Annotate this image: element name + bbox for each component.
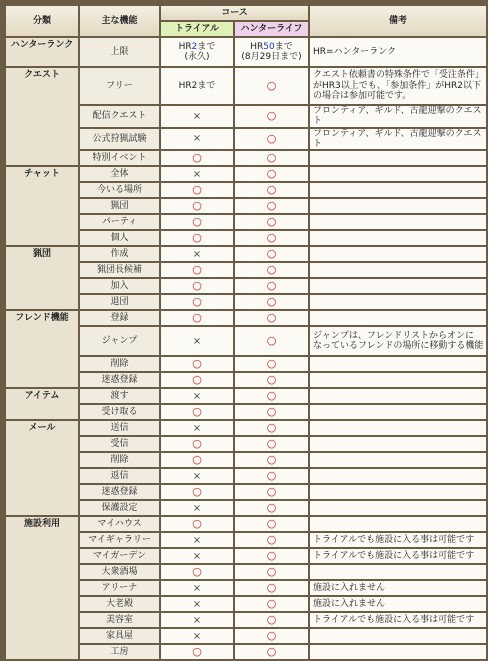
feature-label: 受信 bbox=[80, 437, 159, 451]
hr-number: 2 bbox=[191, 41, 198, 52]
trial-value bbox=[161, 485, 233, 499]
hunter-value bbox=[235, 437, 308, 451]
trial-value bbox=[161, 231, 233, 245]
header-notes: 備考 bbox=[310, 6, 486, 36]
hunter-value bbox=[235, 311, 308, 325]
feature-label: 全体 bbox=[80, 167, 159, 181]
trial-value bbox=[161, 405, 233, 419]
available-mark: ○ bbox=[192, 565, 202, 579]
available-mark: ○ bbox=[192, 151, 202, 165]
trial-value bbox=[161, 279, 233, 293]
table-row bbox=[6, 215, 486, 229]
available-mark: ○ bbox=[266, 279, 277, 293]
available-mark: ○ bbox=[266, 517, 277, 531]
hr-suffix: まで bbox=[197, 41, 216, 52]
available-mark: ○ bbox=[266, 167, 277, 181]
note-cell bbox=[310, 279, 486, 293]
trial-value bbox=[161, 215, 233, 229]
trial-value bbox=[161, 421, 233, 435]
available-mark: ○ bbox=[266, 109, 277, 123]
feature-label: 削除 bbox=[80, 453, 159, 467]
category-label: 猟団 bbox=[6, 247, 78, 309]
feature-label: 返信 bbox=[80, 469, 159, 483]
feature-label: 送信 bbox=[80, 421, 159, 435]
note-cell bbox=[310, 215, 486, 229]
unavailable-mark: × bbox=[192, 582, 202, 594]
unavailable-mark: × bbox=[192, 502, 202, 514]
note-cell bbox=[310, 565, 486, 579]
note-cell bbox=[310, 421, 486, 435]
table-row bbox=[6, 38, 486, 66]
table-row bbox=[6, 597, 486, 611]
hunter-value bbox=[235, 231, 308, 245]
hunter-value bbox=[235, 485, 308, 499]
trial-value bbox=[161, 437, 233, 451]
table-frame bbox=[2, 2, 484, 659]
hunter-value bbox=[235, 183, 308, 197]
table-row bbox=[6, 581, 486, 595]
header-trial: トライアル bbox=[161, 22, 233, 36]
available-mark: ○ bbox=[266, 183, 277, 197]
feature-label: 配信クエスト bbox=[80, 106, 159, 127]
category-label: チャット bbox=[6, 167, 78, 245]
available-mark: ○ bbox=[266, 334, 277, 348]
category-label: 施設利用 bbox=[6, 517, 78, 659]
available-mark: ○ bbox=[266, 131, 277, 145]
feature-label: 特別イベント bbox=[80, 151, 159, 165]
note-cell bbox=[310, 231, 486, 245]
trial-value bbox=[161, 389, 233, 403]
hunter-value bbox=[235, 38, 308, 66]
trial-value bbox=[161, 311, 233, 325]
trial-value bbox=[161, 68, 233, 104]
note-cell bbox=[310, 389, 486, 403]
available-mark: ○ bbox=[266, 581, 277, 595]
note-cell bbox=[310, 68, 486, 104]
available-mark: ○ bbox=[266, 405, 277, 419]
table-row bbox=[6, 68, 486, 104]
note-line: クエスト依頼書の特殊条件で「受注条件」 bbox=[313, 70, 484, 81]
feature-label: 迷惑登録 bbox=[80, 485, 159, 499]
note-cell: トライアルでも施設に入る事は可能です bbox=[310, 613, 486, 627]
available-mark: ○ bbox=[192, 263, 202, 277]
available-mark: ○ bbox=[192, 357, 202, 371]
note-line: ジャンプは、フレンドリストからオンに bbox=[313, 331, 475, 342]
trial-value bbox=[161, 629, 233, 643]
table-row bbox=[6, 183, 486, 197]
available-mark: ○ bbox=[266, 565, 277, 579]
trial-value bbox=[161, 613, 233, 627]
note-cell bbox=[310, 199, 486, 213]
note-cell bbox=[310, 167, 486, 181]
available-mark: ○ bbox=[192, 231, 202, 245]
table-row bbox=[6, 373, 486, 387]
feature-label: 猟団 bbox=[80, 199, 159, 213]
trial-value bbox=[161, 151, 233, 165]
available-mark: ○ bbox=[192, 645, 202, 659]
hunter-value bbox=[235, 129, 308, 150]
note-cell: フロンティア、ギルド、古龍迎撃のクエスト bbox=[310, 129, 486, 150]
category-label: メール bbox=[6, 421, 78, 515]
hunter-value bbox=[235, 565, 308, 579]
trial-value bbox=[161, 327, 233, 355]
available-mark: ○ bbox=[266, 501, 277, 515]
table-row bbox=[6, 533, 486, 547]
feature-label: 受け取る bbox=[80, 405, 159, 419]
table-row bbox=[6, 549, 486, 563]
trial-value bbox=[161, 549, 233, 563]
feature-label: 工房 bbox=[80, 645, 159, 659]
trial-value bbox=[161, 453, 233, 467]
category-label: クエスト bbox=[6, 68, 78, 165]
hunter-value bbox=[235, 597, 308, 611]
hunter-value bbox=[235, 581, 308, 595]
hunter-value bbox=[235, 151, 308, 165]
trial-value bbox=[161, 129, 233, 150]
note-cell bbox=[310, 453, 486, 467]
feature-label: 個人 bbox=[80, 231, 159, 245]
hunter-value bbox=[235, 263, 308, 277]
table-row bbox=[6, 389, 486, 403]
unavailable-mark: × bbox=[192, 248, 202, 260]
trial-value bbox=[161, 645, 233, 659]
hunter-value bbox=[235, 629, 308, 643]
note-cell: 施設に入れません bbox=[310, 597, 486, 611]
unavailable-mark: × bbox=[192, 422, 202, 434]
table-row bbox=[6, 231, 486, 245]
category-label: ハンターランク bbox=[6, 38, 78, 66]
hunter-value bbox=[235, 469, 308, 483]
course-comparison-table bbox=[4, 4, 488, 661]
trial-value bbox=[161, 533, 233, 547]
hunter-value bbox=[235, 501, 308, 515]
table-row bbox=[6, 151, 486, 165]
note-cell: トライアルでも施設に入る事は可能です bbox=[310, 549, 486, 563]
available-mark: ○ bbox=[266, 549, 277, 563]
hunter-value bbox=[235, 517, 308, 531]
feature-label: 退団 bbox=[80, 295, 159, 309]
note-cell bbox=[310, 469, 486, 483]
note-cell bbox=[310, 373, 486, 387]
note-cell bbox=[310, 501, 486, 515]
table-row bbox=[6, 247, 486, 261]
hunter-value bbox=[235, 645, 308, 659]
trial-value bbox=[161, 295, 233, 309]
available-mark: ○ bbox=[192, 215, 202, 229]
feature-label: 美容室 bbox=[80, 613, 159, 627]
unavailable-mark: × bbox=[192, 335, 202, 347]
table-row bbox=[6, 327, 486, 355]
note-cell: 施設に入れません bbox=[310, 581, 486, 595]
hunter-value bbox=[235, 68, 308, 104]
feature-label: 公式狩猟試験 bbox=[80, 129, 159, 150]
available-mark: ○ bbox=[266, 199, 277, 213]
available-mark: ○ bbox=[266, 373, 277, 387]
table-row bbox=[6, 613, 486, 627]
available-mark: ○ bbox=[266, 389, 277, 403]
note-cell: トライアルでも施設に入る事は可能です bbox=[310, 533, 486, 547]
table-row bbox=[6, 405, 486, 419]
unavailable-mark: × bbox=[192, 598, 202, 610]
hunter-value bbox=[235, 247, 308, 261]
feature-label: 作成 bbox=[80, 247, 159, 261]
feature-label: ジャンプ bbox=[80, 327, 159, 355]
note-cell bbox=[310, 645, 486, 659]
feature-label: 大老殿 bbox=[80, 597, 159, 611]
hunter-value bbox=[235, 279, 308, 293]
trial-value bbox=[161, 38, 233, 66]
available-mark: ○ bbox=[192, 373, 202, 387]
hr-number: 50 bbox=[263, 41, 275, 52]
table-row bbox=[6, 453, 486, 467]
available-mark: ○ bbox=[266, 231, 277, 245]
hunter-value bbox=[235, 405, 308, 419]
feature-label: 上限 bbox=[80, 38, 159, 66]
available-mark: ○ bbox=[266, 311, 277, 325]
hunter-value bbox=[235, 549, 308, 563]
available-mark: ○ bbox=[266, 357, 277, 371]
feature-label: 迷惑登録 bbox=[80, 373, 159, 387]
unavailable-mark: × bbox=[192, 110, 202, 122]
available-mark: ○ bbox=[192, 437, 202, 451]
feature-label: 渡す bbox=[80, 389, 159, 403]
note-cell bbox=[310, 485, 486, 499]
feature-label: 削除 bbox=[80, 357, 159, 371]
note-line: なっているフレンドの場所に移動する機能 bbox=[313, 341, 484, 352]
header-feature: 主な機能 bbox=[80, 6, 159, 36]
hunter-value bbox=[235, 215, 308, 229]
table-row bbox=[6, 645, 486, 659]
header-hunterlife: ハンターライフ bbox=[235, 22, 308, 36]
available-mark: ○ bbox=[266, 151, 277, 165]
trial-value bbox=[161, 167, 233, 181]
hunter-value bbox=[235, 327, 308, 355]
hunter-value bbox=[235, 373, 308, 387]
trial-value bbox=[161, 263, 233, 277]
available-mark: ○ bbox=[192, 295, 202, 309]
hr-prefix: HR bbox=[250, 41, 264, 52]
table-row bbox=[6, 565, 486, 579]
hunter-value bbox=[235, 357, 308, 371]
table-row bbox=[6, 485, 486, 499]
trial-value bbox=[161, 597, 233, 611]
feature-label: フリー bbox=[80, 68, 159, 104]
trial-value bbox=[161, 247, 233, 261]
note-cell bbox=[310, 295, 486, 309]
unavailable-mark: × bbox=[192, 614, 202, 626]
feature-label: マイハウス bbox=[80, 517, 159, 531]
feature-label: 加入 bbox=[80, 279, 159, 293]
note-cell bbox=[310, 629, 486, 643]
value-text: HR2まで bbox=[178, 80, 216, 91]
feature-label: マイガーデン bbox=[80, 549, 159, 563]
trial-value bbox=[161, 565, 233, 579]
category-label: アイテム bbox=[6, 389, 78, 419]
table-row bbox=[6, 421, 486, 435]
note-cell bbox=[310, 183, 486, 197]
available-mark: ○ bbox=[192, 517, 202, 531]
available-mark: ○ bbox=[266, 437, 277, 451]
available-mark: ○ bbox=[266, 263, 277, 277]
table-row bbox=[6, 129, 486, 150]
hr-suffix: まで bbox=[274, 41, 293, 52]
hr-period: (永久) bbox=[184, 52, 210, 62]
header-category: 分類 bbox=[6, 6, 78, 36]
trial-value bbox=[161, 501, 233, 515]
available-mark: ○ bbox=[266, 453, 277, 467]
trial-value bbox=[161, 183, 233, 197]
available-mark: ○ bbox=[266, 247, 277, 261]
available-mark: ○ bbox=[266, 613, 277, 627]
unavailable-mark: × bbox=[192, 470, 202, 482]
note-cell: HR=ハンターランク bbox=[310, 38, 486, 66]
unavailable-mark: × bbox=[192, 630, 202, 642]
category-label: フレンド機能 bbox=[6, 311, 78, 387]
available-mark: ○ bbox=[192, 405, 202, 419]
unavailable-mark: × bbox=[192, 390, 202, 402]
table-row bbox=[6, 629, 486, 643]
table-row bbox=[6, 279, 486, 293]
trial-value bbox=[161, 106, 233, 127]
note-cell bbox=[310, 263, 486, 277]
feature-label: 今いる場所 bbox=[80, 183, 159, 197]
note-cell bbox=[310, 151, 486, 165]
trial-value bbox=[161, 373, 233, 387]
note-line: がHR3以上でも、「参加条件」がHR2以下 bbox=[313, 80, 481, 91]
hr-period: (8月29日まで) bbox=[241, 52, 302, 62]
available-mark: ○ bbox=[266, 485, 277, 499]
note-cell bbox=[310, 327, 486, 355]
available-mark: ○ bbox=[192, 279, 202, 293]
hunter-value bbox=[235, 453, 308, 467]
note-line: の場合は参加可能です。 bbox=[313, 91, 412, 102]
feature-label: 保護設定 bbox=[80, 501, 159, 515]
available-mark: ○ bbox=[266, 215, 277, 229]
hunter-value bbox=[235, 199, 308, 213]
table-row bbox=[6, 199, 486, 213]
hunter-value bbox=[235, 106, 308, 127]
note-cell bbox=[310, 311, 486, 325]
available-mark: ○ bbox=[266, 629, 277, 643]
note-cell bbox=[310, 437, 486, 451]
feature-label: パーティ bbox=[80, 215, 159, 229]
hr-prefix: HR bbox=[178, 41, 192, 52]
table-row bbox=[6, 517, 486, 531]
trial-value bbox=[161, 357, 233, 371]
hunter-value bbox=[235, 167, 308, 181]
table-row bbox=[6, 311, 486, 325]
feature-label: 登録 bbox=[80, 311, 159, 325]
table-row bbox=[6, 167, 486, 181]
trial-value bbox=[161, 517, 233, 531]
feature-label: 猟団長候補 bbox=[80, 263, 159, 277]
table-row bbox=[6, 437, 486, 451]
unavailable-mark: × bbox=[192, 534, 202, 546]
available-mark: ○ bbox=[266, 469, 277, 483]
hunter-value bbox=[235, 295, 308, 309]
table-row bbox=[6, 357, 486, 371]
table-row bbox=[6, 295, 486, 309]
feature-label: アリーナ bbox=[80, 581, 159, 595]
available-mark: ○ bbox=[266, 421, 277, 435]
available-mark: ○ bbox=[266, 645, 277, 659]
unavailable-mark: × bbox=[192, 133, 202, 145]
available-mark: ○ bbox=[192, 311, 202, 325]
feature-label: 家具屋 bbox=[80, 629, 159, 643]
table-row bbox=[6, 469, 486, 483]
hunter-value bbox=[235, 533, 308, 547]
hunter-value bbox=[235, 613, 308, 627]
note-cell bbox=[310, 357, 486, 371]
unavailable-mark: × bbox=[192, 550, 202, 562]
trial-value bbox=[161, 199, 233, 213]
feature-label: 大衆酒場 bbox=[80, 565, 159, 579]
note-cell: フロンティア、ギルド、古龍迎撃のクエスト bbox=[310, 106, 486, 127]
available-mark: ○ bbox=[266, 78, 277, 92]
trial-value bbox=[161, 581, 233, 595]
note-cell bbox=[310, 405, 486, 419]
hunter-value bbox=[235, 421, 308, 435]
available-mark: ○ bbox=[192, 199, 202, 213]
available-mark: ○ bbox=[266, 295, 277, 309]
unavailable-mark: × bbox=[192, 168, 202, 180]
feature-label: マイギャラリー bbox=[80, 533, 159, 547]
available-mark: ○ bbox=[192, 453, 202, 467]
available-mark: ○ bbox=[192, 485, 202, 499]
header-course: コース bbox=[161, 6, 308, 20]
hunter-value bbox=[235, 389, 308, 403]
available-mark: ○ bbox=[266, 597, 277, 611]
note-cell bbox=[310, 517, 486, 531]
note-cell bbox=[310, 247, 486, 261]
available-mark: ○ bbox=[266, 533, 277, 547]
trial-value bbox=[161, 469, 233, 483]
table-row bbox=[6, 263, 486, 277]
available-mark: ○ bbox=[192, 183, 202, 197]
table-row bbox=[6, 501, 486, 515]
table-row bbox=[6, 106, 486, 127]
